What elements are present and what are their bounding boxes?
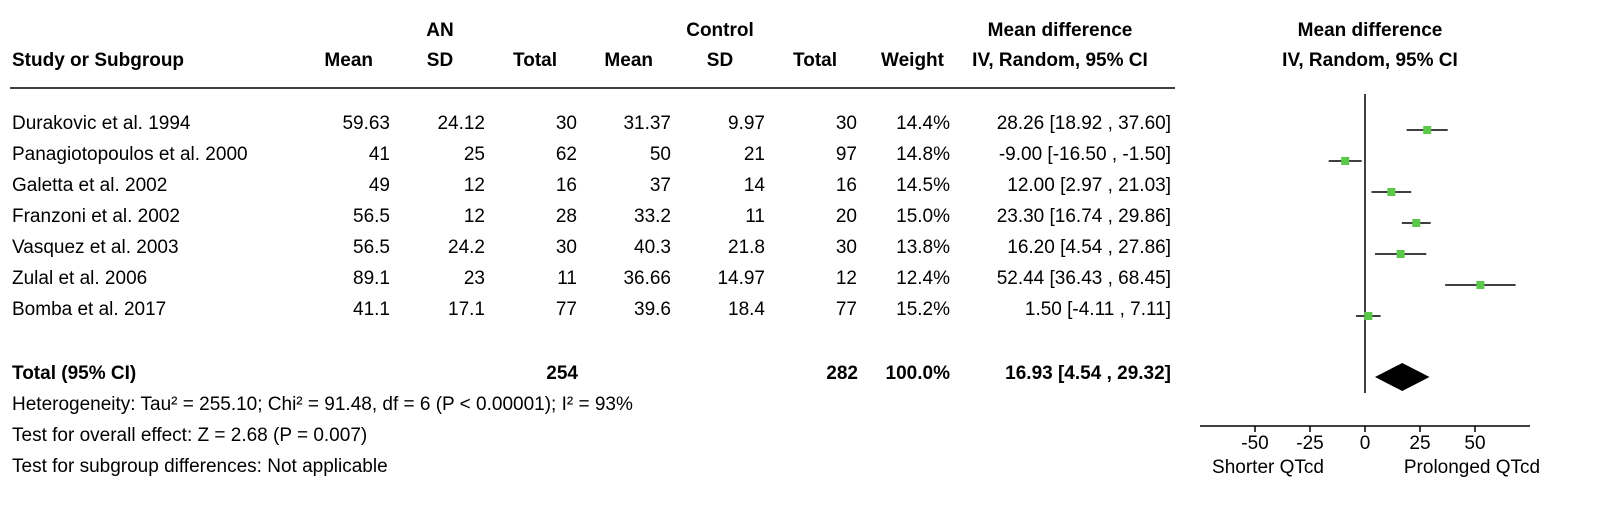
x-label-right: Prolonged QTcd (1403, 457, 1541, 478)
an-mean-header: Mean (324, 50, 373, 71)
group-control-label: Control (686, 20, 754, 41)
x-tick-label: -50 (1241, 433, 1269, 454)
total-weight: 100.0% (885, 363, 950, 384)
control-sd: 14.97 (717, 268, 765, 289)
md-header-sub: IV, Random, 95% CI (972, 50, 1148, 71)
control-sd: 14 (743, 175, 765, 196)
study-name: Vasquez et al. 2003 (12, 237, 179, 258)
study-name: Durakovic et al. 1994 (12, 113, 191, 134)
total-label: Total (95% CI) (12, 363, 137, 384)
control-total: 77 (835, 299, 857, 320)
md-header-top: Mean difference (987, 20, 1133, 41)
control-sd: 11 (745, 206, 765, 227)
control-total: 30 (835, 113, 857, 134)
an-sd: 25 (463, 144, 485, 165)
control-total: 16 (835, 175, 857, 196)
weight: 13.8% (896, 237, 950, 258)
study-name: Bomba et al. 2017 (12, 299, 167, 320)
an-sd: 12 (463, 206, 485, 227)
effect-marker (1341, 157, 1349, 165)
control-total-header: Total (793, 50, 837, 71)
control-total: 30 (835, 237, 857, 258)
an-mean: 49 (368, 175, 390, 196)
effect-marker (1397, 250, 1405, 258)
x-tick-label: 25 (1409, 433, 1431, 454)
effect-marker (1423, 126, 1431, 134)
weight: 15.2% (896, 299, 950, 320)
an-sd: 24.2 (448, 237, 485, 258)
overall-effect-text: Test for overall effect: Z = 2.68 (P = 0.007) (12, 425, 368, 446)
an-mean: 41 (368, 144, 390, 165)
ci: 28.26 [18.92 , 37.60] (996, 113, 1171, 134)
heterogeneity-text: Heterogeneity: Tau² = 255.10; Chi² = 91.48, df = 6 (P < 0.00001); I² = 93% (12, 394, 633, 415)
an-mean: 41.1 (353, 299, 390, 320)
control-mean-header: Mean (604, 50, 653, 71)
ci: -9.00 [-16.50 , -1.50] (998, 144, 1171, 165)
study-name: Galetta et al. 2002 (12, 175, 168, 196)
plot-header-top: Mean difference (1297, 20, 1443, 41)
an-sd: 17.1 (448, 299, 485, 320)
effect-marker (1387, 188, 1395, 196)
control-total: 97 (835, 144, 857, 165)
control-sd: 9.97 (728, 113, 765, 134)
subgroup-diff-text: Test for subgroup differences: Not applicable (12, 456, 388, 477)
an-total: 62 (555, 144, 577, 165)
an-total: 30 (555, 113, 577, 134)
ci: 16.20 [4.54 , 27.86] (1007, 237, 1171, 258)
control-sd: 21 (743, 144, 765, 165)
study-name: Zulal et al. 2006 (12, 268, 148, 289)
study-name: Franzoni et al. 2002 (12, 206, 180, 227)
pooled-diamond (1375, 363, 1430, 391)
weight: 15.0% (896, 206, 950, 227)
study-name: Panagiotopoulos et al. 2000 (12, 144, 248, 165)
control-total: 20 (835, 206, 857, 227)
control-sd: 21.8 (728, 237, 765, 258)
x-tick-label: -25 (1296, 433, 1324, 454)
plot-header-sub: IV, Random, 95% CI (1282, 50, 1458, 71)
ci: 12.00 [2.97 , 21.03] (1007, 175, 1171, 196)
total-control-total: 282 (826, 363, 858, 384)
an-total-header: Total (513, 50, 557, 71)
study-column-header: Study or Subgroup (12, 50, 185, 71)
control-mean: 40.3 (634, 237, 671, 258)
an-sd: 12 (463, 175, 485, 196)
an-sd-header: SD (426, 50, 454, 71)
an-mean: 89.1 (353, 268, 390, 289)
control-mean: 37 (649, 175, 671, 196)
ci: 1.50 [-4.11 , 7.11] (1024, 299, 1171, 320)
total-an-total: 254 (546, 363, 578, 384)
x-tick-label: 0 (1359, 433, 1371, 454)
control-mean: 39.6 (634, 299, 671, 320)
effect-marker (1476, 281, 1484, 289)
control-total: 12 (835, 268, 857, 289)
control-mean: 50 (649, 144, 671, 165)
an-total: 77 (555, 299, 577, 320)
control-sd-header: SD (706, 50, 734, 71)
group-an-label: AN (426, 20, 454, 41)
weight: 14.4% (896, 113, 950, 134)
weight: 12.4% (896, 268, 950, 289)
weight: 14.8% (896, 144, 950, 165)
an-total: 16 (555, 175, 577, 196)
an-sd: 24.12 (437, 113, 485, 134)
total-ci: 16.93 [4.54 , 29.32] (1005, 363, 1171, 384)
an-total: 28 (555, 206, 577, 227)
effect-marker (1364, 312, 1372, 320)
an-mean: 59.63 (342, 113, 390, 134)
control-mean: 36.66 (623, 268, 671, 289)
effect-marker (1412, 219, 1420, 227)
an-sd: 23 (463, 268, 485, 289)
ci: 52.44 [36.43 , 68.45] (996, 268, 1171, 289)
weight: 14.5% (896, 175, 950, 196)
x-label-left: Shorter QTcd (1212, 457, 1324, 478)
control-sd: 18.4 (728, 299, 765, 320)
weight-header: Weight (881, 50, 944, 71)
an-total: 30 (555, 237, 577, 258)
an-mean: 56.5 (353, 237, 390, 258)
control-mean: 33.2 (634, 206, 671, 227)
control-mean: 31.37 (623, 113, 671, 134)
ci: 23.30 [16.74 , 29.86] (996, 206, 1171, 227)
an-total: 11 (557, 268, 577, 289)
an-mean: 56.5 (353, 206, 390, 227)
x-tick-label: 50 (1464, 433, 1486, 454)
